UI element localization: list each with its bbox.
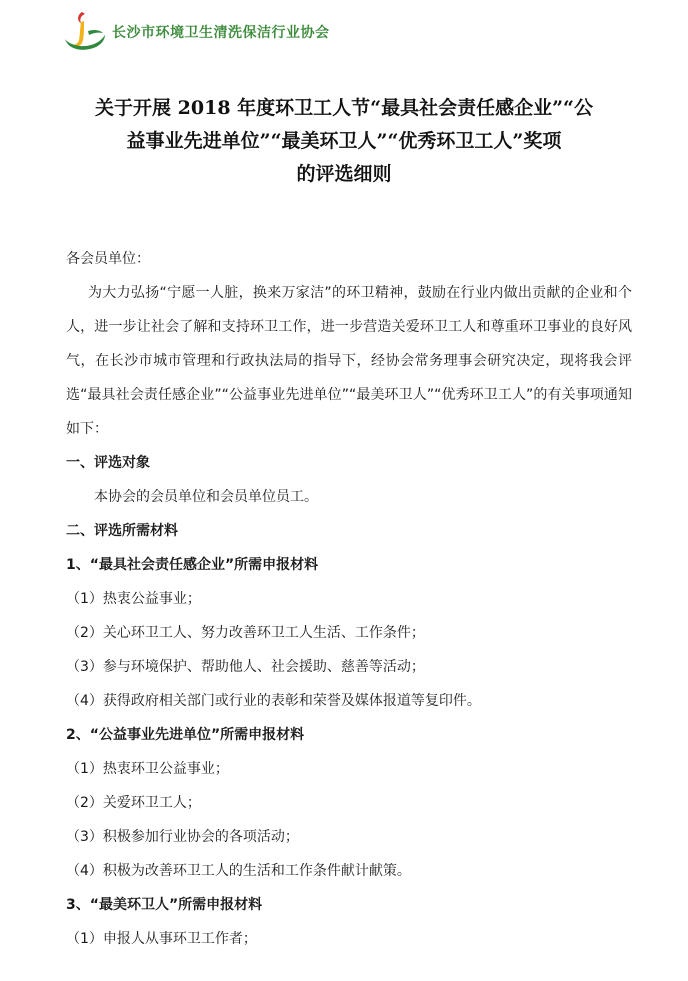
subsection-heading-most-beautiful-sanitation-worker: 3、“最美环卫人”所需申报材料	[66, 897, 263, 913]
document-header	[62, 8, 330, 56]
list-item: （2）关心环卫工人、努力改善环卫工人生活、工作条件；	[66, 625, 425, 641]
list-item: （2）关爱环卫工人；	[66, 795, 201, 811]
salutation: 各会员单位：	[66, 251, 150, 267]
list-item: （3）积极参加行业协会的各项活动；	[66, 829, 299, 845]
title-line: 益事业先进单位”“最美环卫人”“优秀环卫工人”奖项	[126, 130, 562, 152]
title-line: 的评选细则	[296, 163, 392, 185]
list-item: （4）获得政府相关部门或行业的表彰和荣誉及媒体报道等复印件。	[66, 693, 481, 709]
section-text-targets: 本协会的会员单位和会员单位员工。	[94, 489, 318, 505]
document-title	[60, 92, 628, 191]
list-item: （1）申报人从事环卫工作者；	[66, 931, 257, 947]
list-item: （1）热衷公益事业；	[66, 591, 201, 607]
list-item: （3）参与环境保护、帮助他人、社会援助、慈善等活动；	[66, 659, 425, 675]
section-heading-materials: 二、评选所需材料	[66, 523, 178, 539]
title-line: 关于开展 2018 年度环卫工人节“最具社会责任感企业”“公	[95, 97, 593, 119]
association-name: 长沙市环境卫生清洗保洁行业协会	[112, 25, 330, 41]
intro-paragraph: 为大力弘扬“宁愿一人脏，换来万家洁”的环卫精神，鼓励在行业内做出贡献的企业和个人，进一步让社会了解和支持环卫工作，进一步营造关爱环卫工人和尊重环卫事业的良好风气，在长沙市城市管理和行政执法局的指导下，经协会常务理事会研究决定，现将我会评选“最具社会责任感企业”“公益事业先进单位”“最美环卫人”“优秀环卫工人”的有关事项通知如下：	[66, 285, 632, 437]
subsection-heading-responsible-enterprise: 1、“最具社会责任感企业”所需申报材料	[66, 557, 319, 573]
document-body	[66, 242, 632, 956]
section-heading-targets: 一、评选对象	[66, 455, 150, 471]
list-item: （4）积极为改善环卫工人的生活和工作条件献计献策。	[66, 863, 411, 879]
list-item: （1）热衷环卫公益事业；	[66, 761, 229, 777]
subsection-heading-public-welfare-unit: 2、“公益事业先进单位”所需申报材料	[66, 727, 305, 743]
association-logo-icon	[62, 9, 106, 55]
